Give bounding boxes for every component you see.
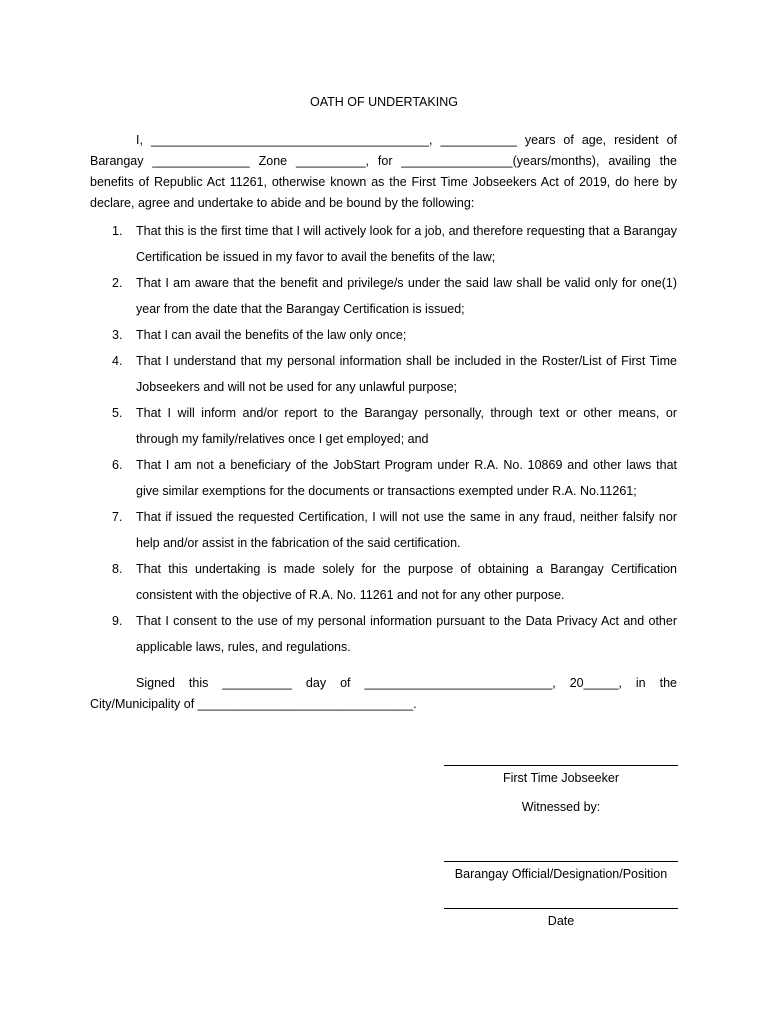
item-number: 8. xyxy=(112,562,123,576)
intro-text: I, ________________________________________, ___________ years of age, resident of Barangay ______________ Zone __________, for ________________(years/months), availing the benefits of Republic Act 11261, otherwise known as the First Time Jobseekers Act of 2019, do here by declare, agree and undertake to abide and be bound by the following: xyxy=(90,133,677,210)
witnessed-by-label: Witnessed by: xyxy=(521,800,601,814)
item-number: 3. xyxy=(112,328,123,342)
list-item xyxy=(90,348,677,400)
list-item xyxy=(90,270,677,322)
list-item xyxy=(90,218,677,270)
list-item xyxy=(90,556,677,608)
list-item xyxy=(90,400,677,452)
item-text: That if issued the requested Certification, I will not use the same in any fraud, neither falsify nor help and/or assist in the fabrication of the said certification. xyxy=(136,510,677,550)
item-text: That this undertaking is made solely for the purpose of obtaining a Barangay Certification consistent with the objective of R.A. No. 11261 and not for any other purpose. xyxy=(136,562,677,602)
item-number: 1. xyxy=(112,224,123,238)
signed-text: Signed this __________ day of ___________________________, 20_____, in the City/Municipality of _______________________________. xyxy=(90,676,677,711)
item-number: 9. xyxy=(112,614,123,628)
item-number: 2. xyxy=(112,276,123,290)
date-label: Date xyxy=(547,914,575,928)
undertaking-list xyxy=(90,218,677,660)
list-item xyxy=(90,504,677,556)
official-label: Barangay Official/Designation/Position xyxy=(454,867,668,881)
list-item xyxy=(90,322,677,348)
item-text: That I understand that my personal information shall be included in the Roster/List of First Time Jobseekers and will not be used for any unlawful purpose; xyxy=(136,354,677,394)
jobseeker-label: First Time Jobseeker xyxy=(502,771,619,785)
list-item xyxy=(90,608,677,660)
item-text: That I can avail the benefits of the law only once; xyxy=(136,328,407,342)
item-text: That I consent to the use of my personal information pursuant to the Data Privacy Act and other applicable laws, rules, and regulations. xyxy=(136,614,677,654)
intro-paragraph xyxy=(90,130,677,214)
item-text: That I will inform and/or report to the Barangay personally, through text or other means, or through my family/relatives once I get employed; and xyxy=(136,406,677,446)
item-text: That I am aware that the benefit and privilege/s under the said law shall be valid only for one(1) year from the date that the Barangay Certification is issued; xyxy=(136,276,677,316)
witness-block xyxy=(444,795,678,815)
jobseeker-signature-block xyxy=(444,765,678,786)
document-title: OATH OF UNDERTAKING xyxy=(310,95,458,109)
item-text: That I am not a beneficiary of the JobStart Program under R.A. No. 10869 and other laws that give similar exemptions for the documents or transactions exempted under R.A. No.11261; xyxy=(136,458,677,498)
date-block xyxy=(444,908,678,929)
list-item xyxy=(90,452,677,504)
official-signature-block xyxy=(444,861,678,882)
signature-line xyxy=(444,908,678,909)
item-number: 5. xyxy=(112,406,123,420)
signature-line xyxy=(444,861,678,862)
item-number: 4. xyxy=(112,354,123,368)
item-text: That this is the first time that I will actively look for a job, and therefore requesting that a Barangay Certification be issued in my favor to avail the benefits of the law; xyxy=(136,224,677,264)
item-number: 7. xyxy=(112,510,123,524)
item-number: 6. xyxy=(112,458,123,472)
signed-paragraph xyxy=(90,673,677,715)
signature-line xyxy=(444,765,678,766)
